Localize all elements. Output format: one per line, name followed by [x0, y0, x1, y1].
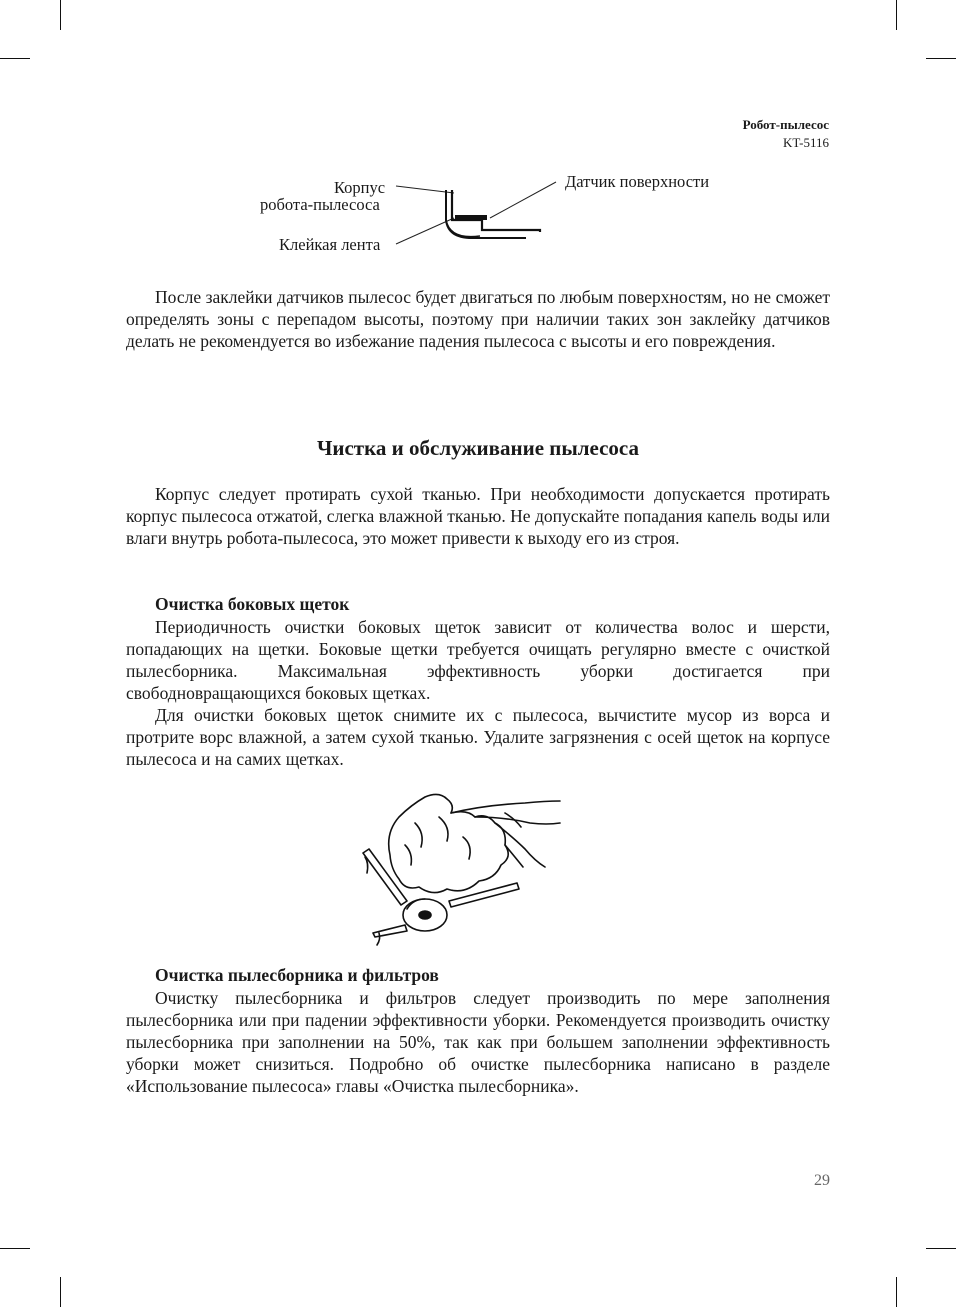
intro-paragraph-text: После заклейки датчиков пылесос будет двигаться по любым поверхностям, но не сможет определять зоны с перепадом высоты, поэтому при наличии таких зон заклейку датчиков делать не рекомендуется во избежание падения пылесоса с высоты и его повреждения. [126, 287, 830, 351]
label-surface-sensor: Датчик поверхности [565, 172, 710, 191]
dustbin-paragraph: Очистку пылесборника и фильтров следует производить по мере заполнения пылесборника или при падении эффективности уборки. Рекомендуется производить очистку пылесборника при заполнении на 50%, так как при большем заполнении эффективность уборки может снизиться. Подробно об очистке пылесборника написано в разделе «Использование пылесоса» главы «Очистка пылесборника». [126, 988, 830, 1096]
running-header [743, 116, 829, 152]
sensor-tape-diagram [250, 168, 750, 268]
brushes-paragraph-2: Для очистки боковых щеток снимите их с пылесоса, вычистите мусор из ворса и протрите ворс влажной, а затем сухой тканью. Удалите загрязнения с осей щеток на корпусе пылесоса и на самих щетках. [126, 705, 830, 769]
crop-mark-bottom-left-h [0, 1248, 30, 1249]
page-number: 29 [814, 1172, 830, 1189]
label-body-line2: робота-пылесоса [260, 195, 380, 214]
crop-mark-top-right-v [896, 0, 897, 30]
sensor-tape-drawing [250, 168, 750, 268]
label-body-line1: Корпус [334, 178, 386, 197]
intro-paragraph [126, 286, 830, 352]
dustbin-title: Очистка пылесборника и фильтров [155, 965, 439, 985]
brushes-text [126, 616, 830, 770]
crop-mark-bottom-right-h [926, 1248, 956, 1249]
crop-mark-top-left-v [60, 0, 61, 30]
brush-cleaning-illustration [355, 783, 570, 948]
brushes-title: Очистка боковых щеток [155, 594, 350, 614]
brushes-paragraph-1: Периодичность очистки боковых щеток зависит от количества волос и шерсти, попадающих на щетки. Боковые щетки требуется очищать регулярно вместе с очисткой пылесборника. Максимальная эффективность уборки достигается при свободновращающихся боковых щетках. [126, 617, 830, 703]
label-adhesive-tape: Клейкая лента [279, 235, 381, 254]
section-title: Чистка и обслуживание пылесоса [316, 436, 640, 460]
crop-mark-bottom-left-v [60, 1277, 61, 1307]
header-product-title: Робот-пылесос [742, 117, 829, 132]
crop-mark-top-right-h [926, 58, 956, 59]
header-model: KT-5116 [783, 135, 829, 150]
section-paragraph-text: Корпус следует протирать сухой тканью. При необходимости допускается протирать корпус пылесоса отжатой, слегка влажной тканью. Не допускайте попадания капель воды или влаги внутрь робота-пылесоса, это может привести к выходу его из строя. [126, 484, 830, 548]
crop-mark-top-left-h [0, 58, 30, 59]
section-paragraph [126, 483, 830, 549]
dustbin-text [126, 987, 830, 1097]
crop-mark-bottom-right-v [896, 1277, 897, 1307]
